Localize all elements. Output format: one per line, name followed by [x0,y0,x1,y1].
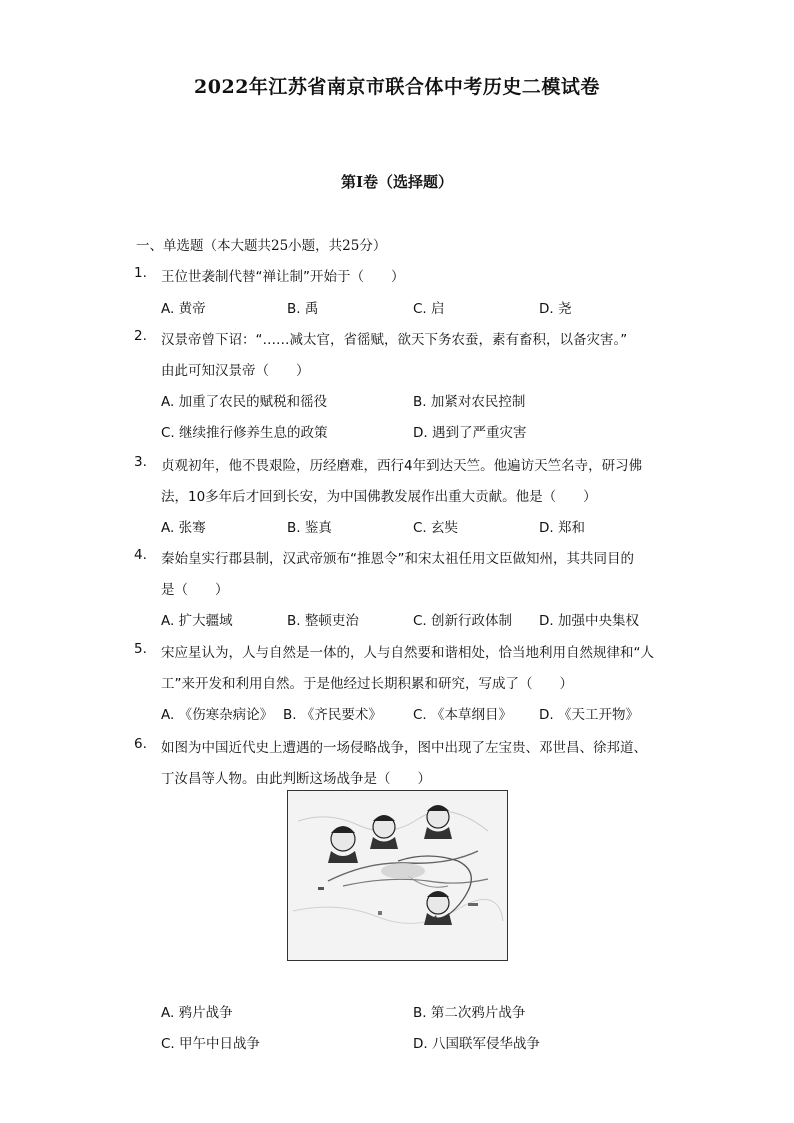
question-text: 贞观初年，他不畏艰险，历经磨难，西行4年到达天竺。他遍访天竺名寺，研习佛 [161,458,643,474]
question-text: 丁汝昌等人物。由此判断这场战争是（ ） [161,771,431,787]
option-b: B. 整顿吏治 [287,613,359,629]
portrait-left [328,826,358,863]
question-text: 秦始皇实行郡县制，汉武帝颁布“推恩令”和宋太祖任用文臣做知州，其共同目的 [161,551,634,567]
portrait-right [424,805,452,839]
option-c: C. 创新行政体制 [413,613,513,629]
war-map-image [287,790,508,961]
option-d: D. 加强中央集权 [539,613,639,629]
question-number: 3. [134,454,147,470]
war-map-illustration [288,791,507,960]
option-c: C. 玄奘 [413,520,459,536]
option-a: A. 扩大疆域 [161,613,233,629]
question-text: 由此可知汉景帝（ ） [161,363,310,379]
option-c: C. 继续推行修养生息的政策 [161,425,328,441]
option-b: B. 鉴真 [287,520,332,536]
option-d: D. 遇到了严重灾害 [413,425,527,441]
question-number: 6. [134,736,147,752]
question-text: 法，10多年后才回到长安，为中国佛教发展作出重大贡献。他是（ ） [161,489,597,505]
option-d: D. 《天工开物》 [539,707,639,723]
question-number: 5. [134,641,147,657]
option-d: D. 郑和 [539,520,585,536]
question-number: 1. [134,265,147,281]
option-b: B. 《齐民要术》 [283,707,382,723]
question-number: 2. [134,328,147,344]
option-a: A. 《伤寒杂病论》 [161,707,274,723]
option-b: B. 禹 [287,301,319,317]
option-a: A. 加重了农民的赋税和徭役 [161,394,328,410]
portrait-center [370,815,398,849]
option-a: A. 张骞 [161,520,206,536]
volume-title: 第Ⅰ卷（选择题） [340,173,454,191]
section-heading: 一、单选题（本大题共25小题，共25分） [136,238,387,254]
question-text: 王位世袭制代替“禅让制”开始于（ ） [161,269,405,285]
question-text: 如图为中国近代史上遭遇的一场侵略战争，图中出现了左宝贵、邓世昌、徐邦道、 [161,740,647,756]
option-d: D. 尧 [539,301,572,317]
option-c: C. 启 [413,301,445,317]
option-c: C. 《本草纲目》 [413,707,513,723]
option-b: B. 第二次鸦片战争 [413,1005,526,1021]
option-c: C. 甲午中日战争 [161,1036,261,1052]
question-text: 宋应星认为，人与自然是一体的，人与自然要和谐相处，恰当地利用自然规律和“人 [161,645,654,661]
option-a: A. 鸦片战争 [161,1005,233,1021]
option-b: B. 加紧对农民控制 [413,394,526,410]
option-d: D. 八国联军侵华战争 [413,1036,540,1052]
question-text: 汉景帝曾下诏：“……减太官，省徭赋，欲天下务农蚕，素有畜积，以备灾害。” [161,332,628,348]
option-a: A. 黄帝 [161,301,206,317]
question-text: 是（ ） [161,582,229,598]
question-text: 工”来开发和利用自然。于是他经过长期积累和研究，写成了（ ） [161,676,573,692]
question-number: 4. [134,547,147,563]
portrait-bottom [424,891,452,925]
document-title: 2022年江苏省南京市联合体中考历史二模试卷 [194,76,600,98]
